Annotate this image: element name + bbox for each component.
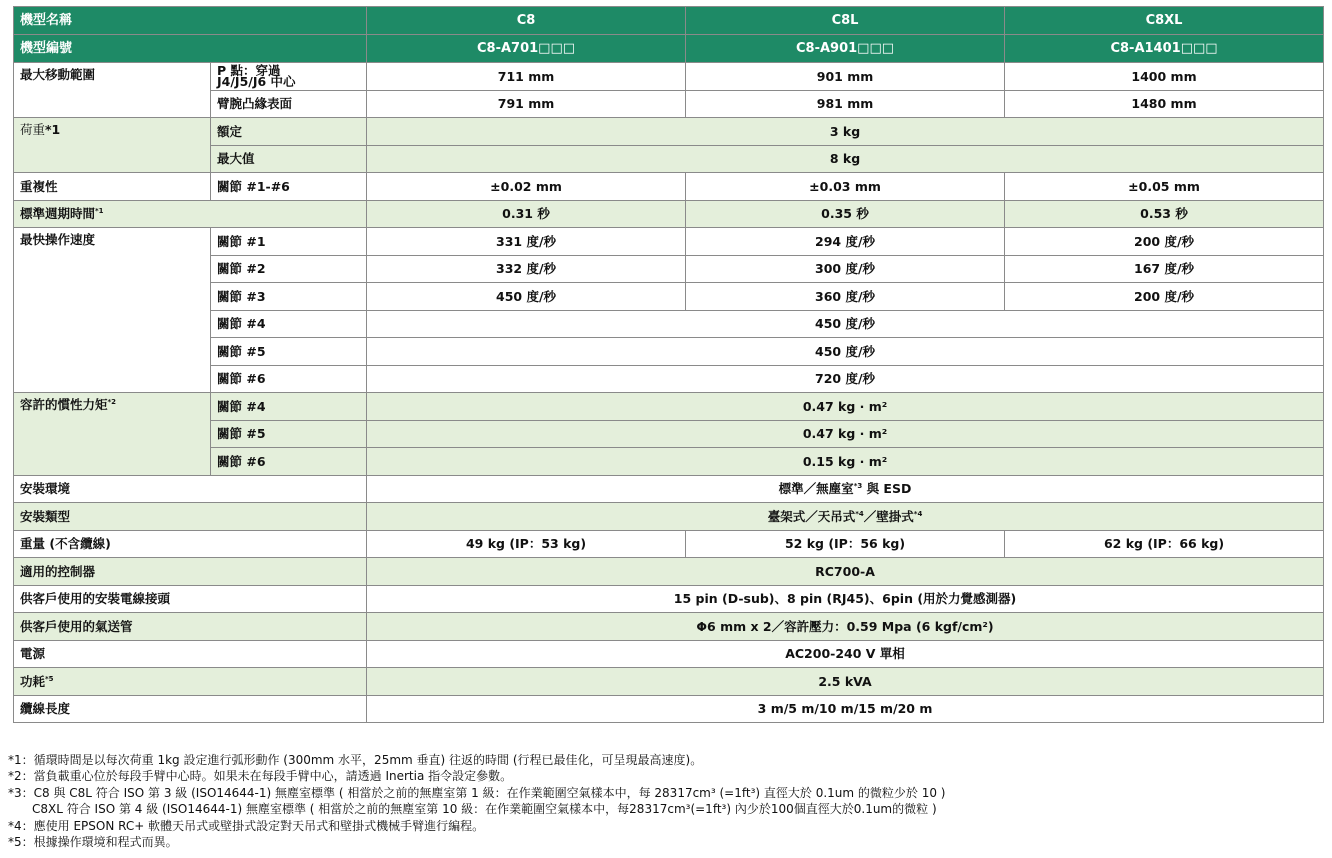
- inertia-note: *2: [107, 397, 117, 406]
- repeatability-c8: ±0.02 mm: [367, 173, 686, 201]
- speed-j2-c8: 332 度/秒: [367, 255, 686, 283]
- inertia-j5-label: 關節 #5: [211, 420, 367, 448]
- payload-label: [14, 118, 211, 173]
- cycle-time-c8: 0.31 秒: [367, 200, 686, 228]
- speed-j3-label: 關節 #3: [211, 283, 367, 311]
- model-number-c8xl: C8-A1401□□□: [1005, 35, 1324, 63]
- consumption-value: 2.5 kVA: [367, 668, 1324, 696]
- environment-value: [367, 475, 1324, 503]
- cycle-time-label-text: 標準週期時間: [20, 206, 96, 222]
- speed-j4-label: 關節 #4: [211, 310, 367, 338]
- inertia-row-j5: [14, 420, 1324, 448]
- air-tube-value: Φ6 mm x 2／容許壓力：0.59 Mpa (6 kgf/cm²): [367, 613, 1324, 641]
- speed-j3-c8l: 360 度/秒: [686, 283, 1005, 311]
- weight-c8l: 52 kg (IP：56 kg): [686, 530, 1005, 558]
- weight-c8: 49 kg (IP：53 kg): [367, 530, 686, 558]
- payload-max-label: 最大值: [211, 145, 367, 173]
- cycle-time-label: [14, 200, 367, 228]
- footnotes: [8, 752, 1328, 850]
- connectors-label: 供客戶使用的安裝電線接頭: [14, 585, 367, 613]
- speed-j4-value: 450 度/秒: [367, 310, 1324, 338]
- inertia-row-j6: [14, 448, 1324, 476]
- inertia-label: [14, 393, 211, 476]
- model-number-c8l: C8-A901□□□: [686, 35, 1005, 63]
- connectors-value: 15 pin (D-sub)、8 pin (RJ45)、6pin (用於力覺感測器): [367, 585, 1324, 613]
- speed-j6-label: 關節 #6: [211, 365, 367, 393]
- repeatability-c8xl: ±0.05 mm: [1005, 173, 1324, 201]
- model-number-row: [14, 35, 1324, 63]
- mounting-note-b: *4: [913, 509, 923, 518]
- payload-max-value: 8 kg: [367, 145, 1324, 173]
- cable-row: [14, 695, 1324, 723]
- speed-row-j3: [14, 283, 1324, 311]
- repeatability-c8l: ±0.03 mm: [686, 173, 1005, 201]
- cycle-time-note: *1: [95, 207, 104, 216]
- power-row: [14, 640, 1324, 668]
- speed-j2-c8xl: 167 度/秒: [1005, 255, 1324, 283]
- payload-rated-value: 3 kg: [367, 118, 1324, 146]
- cycle-time-row: [14, 200, 1324, 228]
- payload-rated-label: 額定: [211, 118, 367, 146]
- inertia-j4-label: 關節 #4: [211, 393, 367, 421]
- weight-label: 重量 (不含纜線): [14, 530, 367, 558]
- air-tube-label: 供客戶使用的氣送管: [14, 613, 367, 641]
- air-tube-row: [14, 613, 1324, 641]
- reach-p-label-line1: P 點：穿過: [217, 63, 281, 79]
- connectors-row: [14, 585, 1324, 613]
- speed-j2-c8l: 300 度/秒: [686, 255, 1005, 283]
- speed-j1-c8xl: 200 度/秒: [1005, 228, 1324, 256]
- payload-label-note: *1: [45, 122, 61, 137]
- consumption-label-text: 功耗: [20, 673, 46, 689]
- model-c8l: C8L: [686, 7, 1005, 35]
- environment-row: [14, 475, 1324, 503]
- speed-j2-label: 關節 #2: [211, 255, 367, 283]
- footnote-4: *4：應使用 EPSON RC+ 軟體天吊式或壁掛式設定對天吊式和壁掛式機械手臂進行編程。: [8, 818, 485, 833]
- model-c8xl: C8XL: [1005, 7, 1324, 35]
- footnote-3: *3：C8 與 C8L 符合 ISO 第 3 級 (ISO14644-1) 無塵室標準 ( 相當於之前的無塵室第 1 級：在作業範圍空氣樣本中，每 28317cm³ (=1ft³) 直徑大於 0.1um 的微粒少於 10 ): [8, 785, 946, 800]
- speed-j5-value: 450 度/秒: [367, 338, 1324, 366]
- environment-value-a: 標準／無塵室: [778, 481, 854, 497]
- reach-flange-c8: 791 mm: [367, 90, 686, 118]
- mounting-value-a: 臺架式／天吊式: [767, 508, 856, 524]
- environment-label: 安裝環境: [14, 475, 367, 503]
- controller-row: [14, 558, 1324, 586]
- inertia-row-j4: [14, 393, 1324, 421]
- spec-table: [13, 6, 1324, 723]
- consumption-row: [14, 668, 1324, 696]
- inertia-label-text: 容許的慣性力矩: [20, 397, 108, 412]
- mounting-value-b: ／壁掛式: [863, 508, 914, 524]
- reach-flange-c8xl: 1480 mm: [1005, 90, 1324, 118]
- repeatability-row: [14, 173, 1324, 201]
- weight-c8xl: 62 kg (IP：66 kg): [1005, 530, 1324, 558]
- reach-row-p: [14, 63, 1324, 91]
- speed-j5-label: 關節 #5: [211, 338, 367, 366]
- footnote-1: *1：循環時間是以每次荷重 1kg 設定進行弧形動作 (300mm 水平，25mm 垂直) 往返的時間 (行程已最佳化，可呈現最高速度)。: [8, 753, 703, 767]
- repeatability-label: 重複性: [14, 173, 211, 201]
- speed-row-j1: [14, 228, 1324, 256]
- inertia-j4-value: 0.47 kg · m²: [367, 393, 1324, 421]
- repeatability-sub-label: 關節 #1-#6: [211, 173, 367, 201]
- controller-value: RC700-A: [367, 558, 1324, 586]
- reach-p-c8l: 901 mm: [686, 63, 1005, 91]
- model-name-label: 機型名稱: [14, 7, 367, 35]
- payload-row-rated: [14, 118, 1324, 146]
- speed-label: 最快操作速度: [14, 228, 211, 393]
- mounting-note-a: *4: [855, 509, 864, 518]
- weight-row: [14, 530, 1324, 558]
- cable-label: 纜線長度: [14, 695, 367, 723]
- reach-row-flange: [14, 90, 1324, 118]
- reach-flange-label: 臂腕凸緣表面: [211, 90, 367, 118]
- speed-row-j5: [14, 338, 1324, 366]
- inertia-j5-value: 0.47 kg · m²: [367, 420, 1324, 448]
- speed-row-j4: [14, 310, 1324, 338]
- payload-row-max: [14, 145, 1324, 173]
- cable-value: 3 m/5 m/10 m/15 m/20 m: [367, 695, 1324, 723]
- payload-label-text: 荷重: [20, 122, 46, 137]
- model-name-row: [14, 7, 1324, 35]
- consumption-label: [14, 668, 367, 696]
- speed-row-j6: [14, 365, 1324, 393]
- reach-p-c8: 711 mm: [367, 63, 686, 91]
- footnote-3-continued: C8XL 符合 ISO 第 4 級 (ISO14644-1) 無塵室標準 ( 相當於之前的無塵室第 10 級：在作業範圍空氣樣本中，每28317cm³(=1ft³) 內少於100個直徑大於0.1um的微粒 ): [32, 802, 937, 817]
- speed-row-j2: [14, 255, 1324, 283]
- mounting-row: [14, 503, 1324, 531]
- speed-j1-c8: 331 度/秒: [367, 228, 686, 256]
- footnote-5: *5：根據操作環境和程式而異。: [8, 835, 178, 850]
- speed-j1-label: 關節 #1: [211, 228, 367, 256]
- mounting-label: 安裝類型: [14, 503, 367, 531]
- model-number-label: 機型編號: [14, 35, 367, 63]
- speed-j3-c8: 450 度/秒: [367, 283, 686, 311]
- footnote-2: *2：當負載重心位於每段手臂中心時。如果未在每段手臂中心，請透過 Inertia 指令設定參數。: [8, 769, 513, 784]
- reach-p-label: [211, 63, 367, 91]
- environment-note: *3: [853, 482, 863, 491]
- cycle-time-c8l: 0.35 秒: [686, 200, 1005, 228]
- model-number-c8: C8-A701□□□: [367, 35, 686, 63]
- reach-flange-c8l: 981 mm: [686, 90, 1005, 118]
- reach-label: 最大移動範圍: [14, 63, 211, 118]
- power-label: 電源: [14, 640, 367, 668]
- speed-j6-value: 720 度/秒: [367, 365, 1324, 393]
- mounting-value: [367, 503, 1324, 531]
- inertia-j6-label: 關節 #6: [211, 448, 367, 476]
- consumption-note: *5: [45, 674, 54, 683]
- controller-label: 適用的控制器: [14, 558, 367, 586]
- reach-p-c8xl: 1400 mm: [1005, 63, 1324, 91]
- speed-j3-c8xl: 200 度/秒: [1005, 283, 1324, 311]
- reach-p-label-line2: J4/J5/J6 中心: [217, 74, 296, 90]
- environment-value-b: 與 ESD: [862, 481, 912, 497]
- power-value: AC200-240 V 單相: [367, 640, 1324, 668]
- speed-j1-c8l: 294 度/秒: [686, 228, 1005, 256]
- cycle-time-c8xl: 0.53 秒: [1005, 200, 1324, 228]
- inertia-j6-value: 0.15 kg · m²: [367, 448, 1324, 476]
- model-c8: C8: [367, 7, 686, 35]
